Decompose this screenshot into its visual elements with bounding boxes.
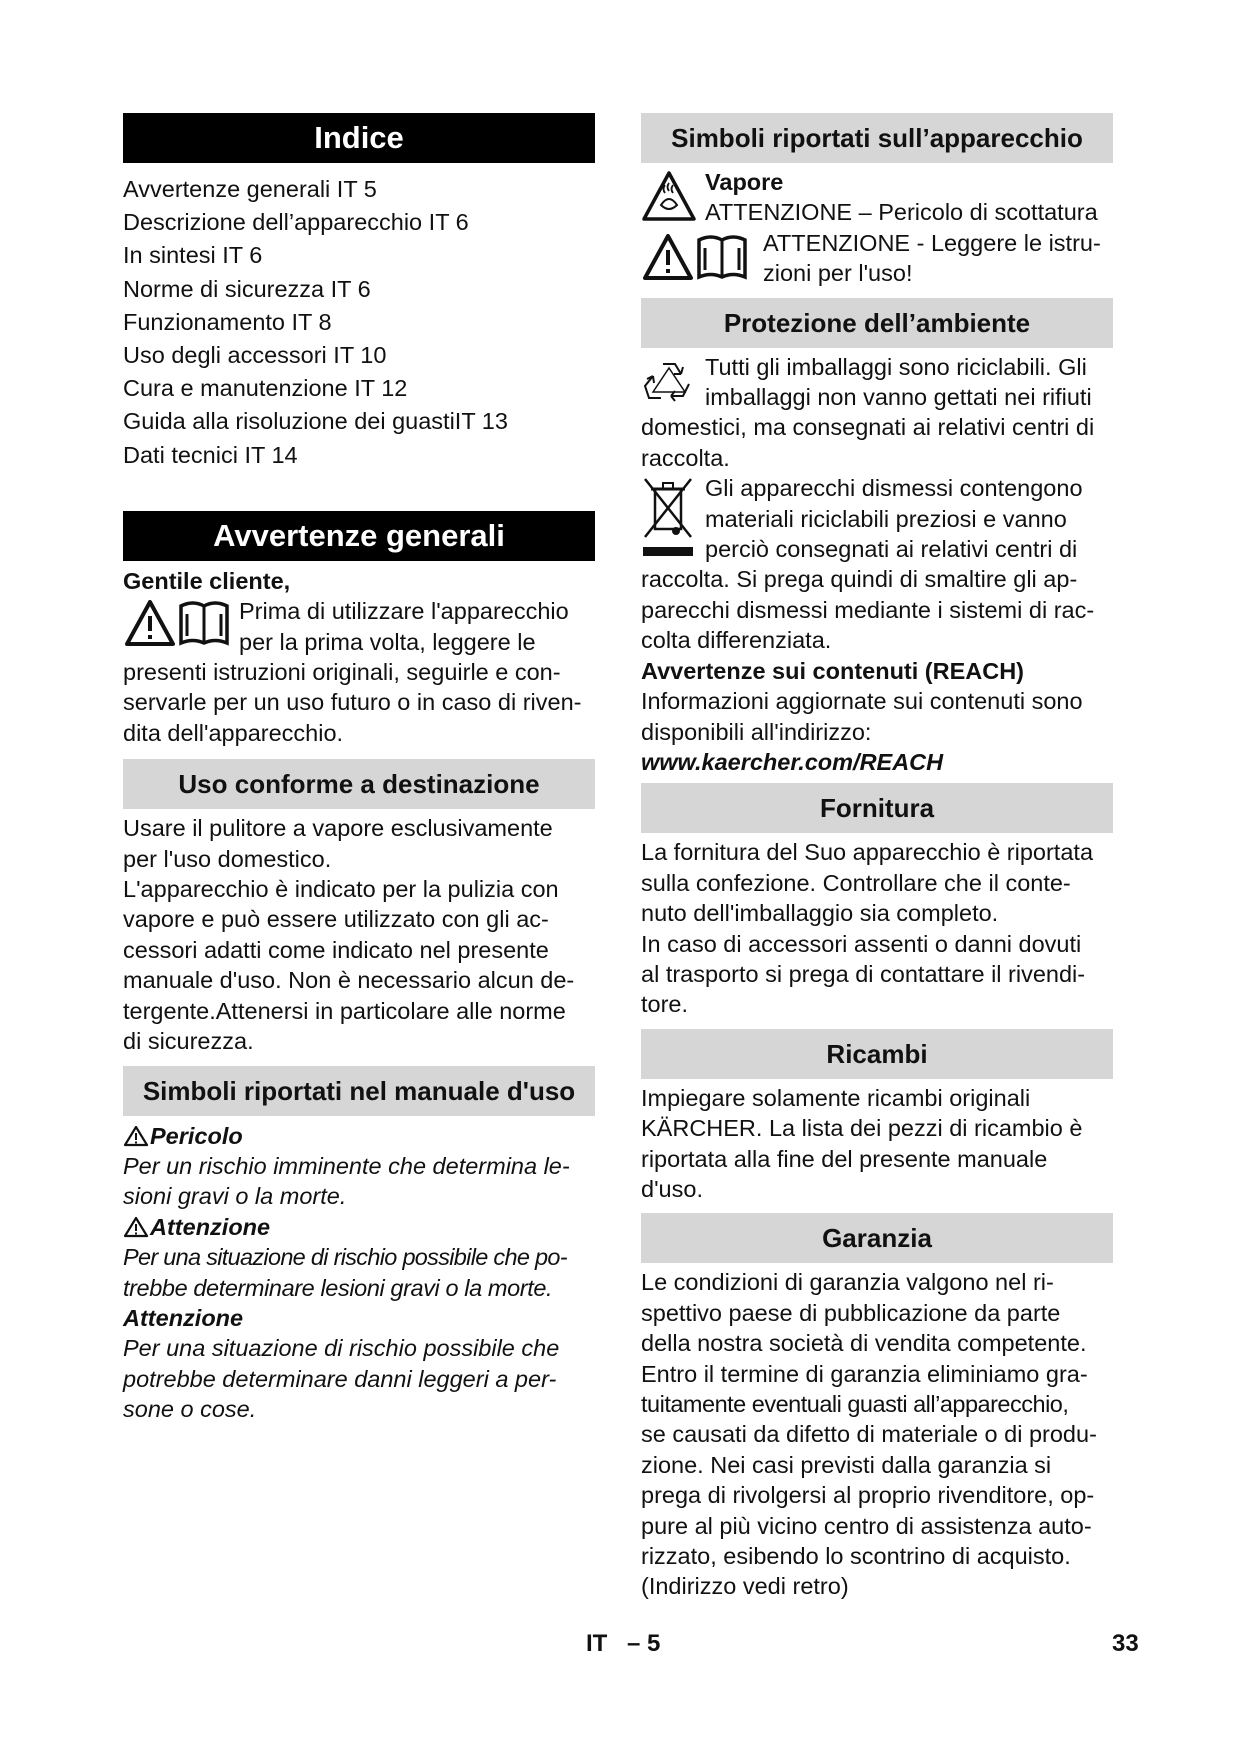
index-item[interactable]: Norme di sicurezza IT 6 <box>123 275 371 302</box>
device-symbols-heading: Simboli riportati sull’apparecchio <box>641 113 1113 163</box>
warranty-text: pure al più vicino centro di assistenza auto- <box>641 1512 1092 1539</box>
index-item[interactable]: Uso degli accessori IT 10 <box>123 342 387 369</box>
warranty-text: della nostra società di vendita competente. <box>641 1330 1087 1357</box>
warranty-text: tuitamente eventuali guasti all’apparecchio, <box>641 1391 1069 1417</box>
warning-label <box>123 1212 595 1242</box>
warning-triangle-icon <box>123 1125 149 1147</box>
intended-use-text: tergente.Attenersi in particolare alle norme <box>123 997 566 1024</box>
weee-text: raccolta. Si prega quindi di smaltire gli ap- <box>641 566 1078 593</box>
steam-text: ATTENZIONE – Pericolo di scottatura <box>705 199 1098 226</box>
reach-text: disponibili all'indirizzo: <box>641 718 872 745</box>
spares-text: riportata alla fine del presente manuale <box>641 1145 1048 1172</box>
intended-use-heading: Uso conforme a destinazione <box>123 759 595 809</box>
recycle-text: imballaggi non vanno gettati nei rifiuti <box>705 384 1092 411</box>
weee-text: materiali riciclabili preziosi e vanno <box>705 505 1067 532</box>
intended-use-text: vapore e può essere utilizzato con gli ac- <box>123 906 549 933</box>
supply-text: La fornitura del Suo apparecchio è riportata <box>641 839 1094 866</box>
warranty-text: zione. Nei casi previsti dalla garanzia si <box>641 1451 1052 1478</box>
reach-link[interactable]: www.kaercher.com/REACH <box>641 748 944 775</box>
index-item[interactable]: Guida alla risoluzione dei guastiIT 13 <box>123 408 508 435</box>
index-list <box>123 173 595 472</box>
danger-label-text: Pericolo <box>150 1122 243 1149</box>
warranty-text: se causati da difetto di materiale o di produ- <box>641 1421 1097 1448</box>
warning-read-manual-icon <box>123 596 231 650</box>
weee-text: colta differenziata. <box>641 627 832 654</box>
supply-heading: Fornitura <box>641 783 1113 833</box>
caution-text: sone o cose. <box>123 1396 257 1423</box>
index-item[interactable]: Cura e manutenzione IT 12 <box>123 375 408 402</box>
index-heading: Indice <box>123 113 595 163</box>
spares-text: d'uso. <box>641 1175 703 1202</box>
index-item[interactable]: In sintesi IT 6 <box>123 242 263 269</box>
danger-text: sioni gravi o la morte. <box>123 1183 347 1210</box>
recycle-text: domestici, ma consegnati ai relativi centri di <box>641 414 1095 441</box>
reach-text: Informazioni aggiornate sui contenuti sono <box>641 688 1083 715</box>
supply-text: nuto dell'imballaggio sia completo. <box>641 900 999 927</box>
general-text: Prima di utilizzare l'apparecchio <box>239 598 569 625</box>
general-text: dita dell'apparecchio. <box>123 719 344 746</box>
intended-use-text: L'apparecchio è indicato per la pulizia con <box>123 876 559 903</box>
intended-use-text: cessori adatti come indicato nel presente <box>123 936 549 963</box>
index-item[interactable]: Dati tecnici IT 14 <box>123 441 298 468</box>
danger-text: Per un rischio imminente che determina le- <box>123 1152 570 1179</box>
weee-text: parecchi dismessi mediante i sistemi di rac- <box>641 596 1095 623</box>
read-manual-text: zioni per l'uso! <box>763 260 913 287</box>
intended-use-text: di sicurezza. <box>123 1028 254 1055</box>
index-item[interactable]: Funzionamento IT 8 <box>123 308 332 335</box>
danger-label <box>123 1121 595 1151</box>
footer-page-ref: – 5 <box>627 1630 661 1657</box>
warning-triangle-icon <box>123 1216 149 1238</box>
intended-use-text: manuale d'uso. Non è necessario alcun de- <box>123 967 575 994</box>
warning-text: Per una situazione di rischio possibile che po- <box>123 1244 567 1271</box>
weee-text: perciò consegnati ai relativi centri di <box>705 536 1078 563</box>
warranty-text: spettivo paese di pubblicazione da parte <box>641 1299 1061 1326</box>
caution-text: potrebbe determinare danni leggeri a per- <box>123 1365 557 1392</box>
recycle-text: raccolta. <box>641 444 730 471</box>
general-text: presenti istruzioni originali, seguirle e con- <box>123 659 561 686</box>
index-item[interactable]: Descrizione dell’apparecchio IT 6 <box>123 209 469 236</box>
spares-text: KÄRCHER. La lista dei pezzi di ricambio è <box>641 1115 1083 1142</box>
greeting: Gentile cliente, <box>123 567 291 594</box>
supply-text: al trasporto si prega di contattare il rivendi- <box>641 960 1086 987</box>
caution-label: Attenzione <box>123 1304 244 1331</box>
reach-heading: Avvertenze sui contenuti (REACH) <box>641 657 1025 684</box>
warning-label-text: Attenzione <box>150 1213 271 1240</box>
manual-symbols-heading: Simboli riportati nel manuale d'uso <box>123 1066 595 1116</box>
warning-read-manual-icon <box>641 230 753 284</box>
intended-use-text: Usare il pulitore a vapore esclusivamente <box>123 815 553 842</box>
general-heading: Avvertenze generali <box>123 511 595 561</box>
supply-text: tore. <box>641 991 689 1018</box>
right-column <box>641 113 1113 1602</box>
supply-text: In caso di accessori assenti o danni dovuti <box>641 930 1082 957</box>
footer-section: IT <box>586 1630 608 1657</box>
page-number: 33 <box>1112 1630 1139 1657</box>
weee-text: Gli apparecchi dismessi contengono <box>705 475 1083 502</box>
spares-heading: Ricambi <box>641 1029 1113 1079</box>
supply-text: sulla confezione. Controllare che il conte- <box>641 869 1071 896</box>
spares-text: Impiegare solamente ricambi originali <box>641 1084 1031 1111</box>
recycle-icon <box>641 358 697 408</box>
steam-hazard-icon <box>641 169 697 223</box>
crossed-bin-icon <box>641 475 697 561</box>
general-text: per la prima volta, leggere le <box>239 628 536 655</box>
caution-text: Per una situazione di rischio possibile che <box>123 1335 560 1362</box>
warranty-text: Le condizioni di garanzia valgono nel ri- <box>641 1269 1054 1296</box>
warranty-heading: Garanzia <box>641 1213 1113 1263</box>
read-manual-text: ATTENZIONE - Leggere le istru- <box>763 229 1101 256</box>
warranty-text: prega di rivolgersi al proprio rivenditore, op- <box>641 1482 1095 1509</box>
index-item[interactable]: Avvertenze generali IT 5 <box>123 176 377 202</box>
warranty-text: Entro il termine di garanzia eliminiamo gra- <box>641 1360 1088 1387</box>
intended-use-text: per l'uso domestico. <box>123 845 332 872</box>
environment-heading: Protezione dell’ambiente <box>641 298 1113 348</box>
left-column <box>123 113 595 1425</box>
steam-label: Vapore <box>705 169 784 195</box>
warranty-text: rizzato, esibendo lo scontrino di acquisto. <box>641 1543 1071 1570</box>
warranty-text: (Indirizzo vedi retro) <box>641 1573 849 1600</box>
recycle-text: Tutti gli imballaggi sono riciclabili. Gli <box>705 353 1087 380</box>
warning-text: trebbe determinare lesioni gravi o la morte. <box>123 1274 553 1301</box>
general-text: servarle per un uso futuro o in caso di riven- <box>123 689 582 716</box>
